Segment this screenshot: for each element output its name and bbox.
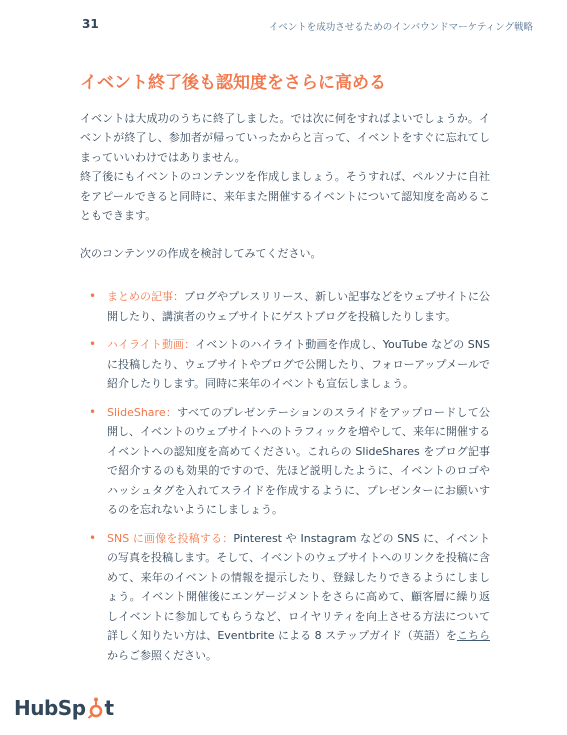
page-number: 31 bbox=[82, 17, 99, 31]
logo-text-right: t bbox=[104, 696, 114, 720]
article-body bbox=[80, 72, 490, 674]
hubspot-logo bbox=[14, 696, 114, 720]
list-item-text-after: からご参照ください。 bbox=[107, 648, 217, 662]
intro-paragraph-1: イベントは大成功のうちに終了しました。では次に何をすればよいでしょうか。イベントが終了し、参加者が帰っていったからと言って、イベントをすぐに忘れてしまっていいわけではありません。 bbox=[80, 111, 490, 164]
eventbrite-guide-link[interactable]: こちら bbox=[456, 629, 491, 643]
list-item-term: SNS に画像を投稿する： bbox=[107, 531, 234, 545]
section-heading: イベント終了後も認知度をさらに高める bbox=[80, 73, 386, 93]
list-item-term: まとめの記事： bbox=[107, 290, 185, 304]
list-item-text: イベントのハイライト動画を作成し、YouTube などの SNS に投稿したり、ウェブサイトやブログで公開したり、フォローアップメールで紹介したりします。同時に来年のイベントも宣伝しましょう。 bbox=[107, 338, 490, 391]
list-item-term: SlideShare： bbox=[107, 405, 178, 419]
list-item bbox=[89, 403, 490, 520]
list-item-text: ブログやプレスリリース、新しい記事などをウェブサイトに公開したり、講演者のウェブサイトにゲストブログを投稿したりします。 bbox=[107, 290, 490, 323]
lead-sentence: 次のコンテンツの作成を検討してみてください。 bbox=[80, 246, 322, 260]
list-item-text: Pinterest や Instagram などの SNS に、イベントの写真を投稿します。そして、イベントのウェブサイトへのリンクを投稿に含めて、来年のイベントの情報を提示したり、登録したりできるようにしましょう。イベント開催後にエンゲージメントをさらに高めて、顧客層に繰り返しイベントに参加してもらうなど、ロイヤリティを向上させる方法について詳しく知りたい方は、Eventbrite による 8 ステップガイド（英語）を bbox=[107, 531, 490, 643]
bullet-dot-icon: • bbox=[89, 289, 97, 304]
content-ideas-list bbox=[80, 287, 490, 665]
bullet-dot-icon: • bbox=[89, 530, 97, 545]
list-item-term: ハイライト動画： bbox=[107, 338, 196, 352]
intro-paragraph-2: 終了後にもイベントのコンテンツを作成しましょう。そうすれば、ペルソナに自社をアピールできると同時に、来年また開催するイベントについて認知度を高めることもできます。 bbox=[80, 170, 490, 223]
list-item bbox=[89, 529, 490, 666]
bullet-dot-icon: • bbox=[89, 404, 97, 419]
hubspot-sprocket-icon bbox=[87, 697, 105, 719]
logo-text-left: HubSp bbox=[14, 696, 86, 720]
running-header: イベントを成功させるためのインバウンドマーケティング戦略 bbox=[268, 22, 533, 33]
list-item-text: すべてのプレゼンテーションのスライドをアップロードして公開し、イベントのウェブサイトへのトラフィックを増やして、来年に開催するイベントへの認知度を高めてください。これらの SlideShares をブログ記事で紹介するのも効果的ですので、先ほど説明したように、イベントのロゴやハッシュタグを入れてスライドを作成するように、プレゼンターにお願いするのを忘れないようにしましょう。 bbox=[107, 405, 490, 517]
list-item bbox=[89, 335, 490, 394]
bullet-dot-icon: • bbox=[89, 337, 97, 352]
list-item bbox=[89, 287, 490, 326]
